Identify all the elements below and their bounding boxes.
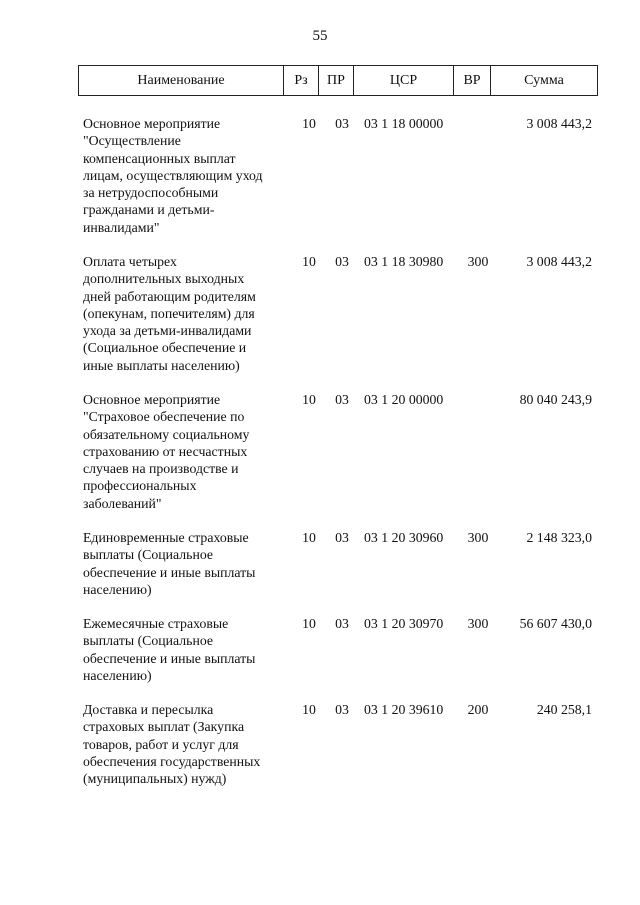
- row-pr: 03: [335, 392, 349, 407]
- row-sum: 3 008 443,2: [526, 116, 592, 131]
- row-pr: 03: [335, 254, 349, 269]
- row-csr: 03 1 20 30960: [364, 530, 444, 545]
- header-row: [79, 66, 598, 96]
- row-vr: 300: [467, 616, 489, 631]
- header-sum: Сумма: [491, 66, 598, 96]
- row-sum: 2 148 323,0: [526, 530, 592, 545]
- row-rz: 10: [302, 530, 316, 545]
- row-pr: 03: [335, 616, 349, 631]
- row-name: Оплата четырех дополнительных выходных дней работающим родителям (опекунам, попечителям) для ухода за детьми-инвалидами (Социальное обеспечение и иные выплаты населению): [83, 254, 256, 373]
- row-pr: 03: [335, 530, 349, 545]
- row-sum: 3 008 443,2: [526, 254, 592, 269]
- row-csr: 03 1 20 00000: [364, 392, 444, 407]
- row-sum: 56 607 430,0: [519, 616, 592, 631]
- row-sum: 240 258,1: [536, 702, 592, 717]
- table-header: [78, 65, 598, 96]
- row-rz: 10: [302, 702, 316, 717]
- header-csr: ЦСР: [354, 66, 454, 96]
- header-name: Наименование: [79, 66, 284, 96]
- header-vr: ВР: [454, 66, 491, 96]
- row-rz: 10: [302, 254, 316, 269]
- header-pr: ПР: [319, 66, 354, 96]
- row-pr: 03: [335, 702, 349, 717]
- row-vr: 200: [467, 702, 489, 717]
- row-vr: 300: [467, 254, 489, 269]
- row-csr: 03 1 20 30970: [364, 616, 444, 631]
- row-name: Ежемесячные страховые выплаты (Социальное обеспечение и иные выплаты населению): [83, 616, 256, 683]
- row-name: Доставка и пересылка страховых выплат (Закупка товаров, работ и услуг для обеспечения государственных (муниципальных) нужд): [83, 702, 261, 787]
- page-number: 55: [312, 28, 328, 44]
- row-csr: 03 1 18 00000: [364, 116, 444, 131]
- row-rz: 10: [302, 392, 316, 407]
- row-name: Основное мероприятие "Осуществление компенсационных выплат лицам, осуществляющим уход за нетрудоспособными гражданами и детьми- инвалидами": [83, 116, 263, 235]
- row-rz: 10: [302, 116, 316, 131]
- row-name: Единовременные страховые выплаты (Социальное обеспечение и иные выплаты населению): [83, 530, 256, 597]
- row-name: Основное мероприятие "Страховое обеспечение по обязательному социальному страхованию от несчастных случаев на производстве и профессиональных заболеваний": [83, 392, 250, 511]
- header-rz: Рз: [284, 66, 319, 96]
- row-pr: 03: [335, 116, 349, 131]
- row-rz: 10: [302, 616, 316, 631]
- row-vr: 300: [467, 530, 489, 545]
- row-sum: 80 040 243,9: [519, 392, 592, 407]
- row-csr: 03 1 20 39610: [364, 702, 444, 717]
- row-csr: 03 1 18 30980: [364, 254, 444, 269]
